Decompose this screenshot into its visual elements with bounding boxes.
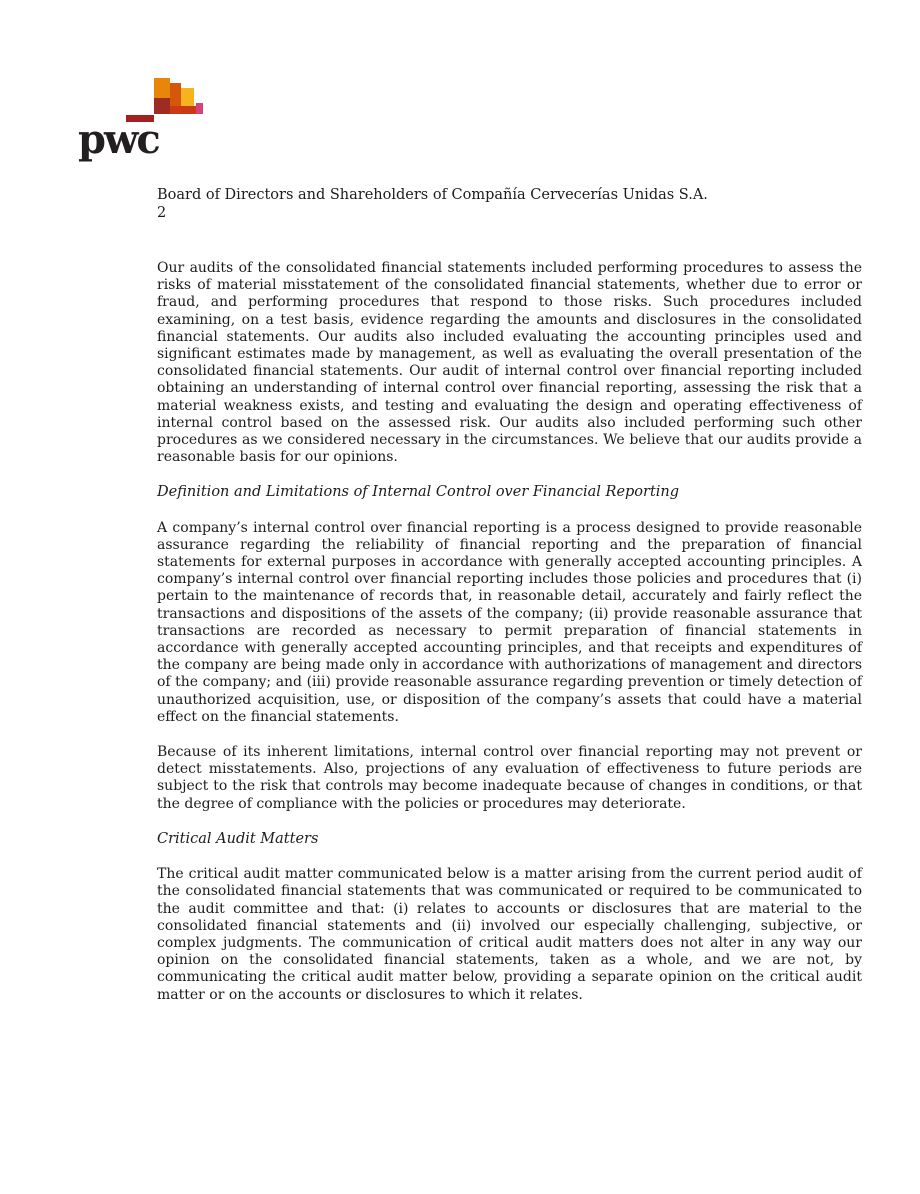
pwc-wordmark: pwc [78, 116, 159, 163]
pwc-logo [0, 0, 260, 180]
addressee-line: Board of Directors and Shareholders of Compañía Cervecerías Unidas S.A. [157, 187, 708, 203]
letter-body [157, 186, 862, 1022]
heading-definition-limitations: Definition and Limitations of Internal Control over Financial Reporting [157, 484, 680, 501]
paragraph-inherent-limitations: Because of its inherent limitations, internal control over financial reporting may not prevent or detect misstatements. Also, projections of any evaluation of effectiveness to future periods are subject to the risk that controls may become inadequate because of changes in conditions, or that the degree of compliance with the policies or procedures may deteriorate. [157, 744, 862, 812]
paragraph-critical-audit-matter: The critical audit matter communicated below is a matter arising from the current period audit of the consolidated financial statements that was communicated or required to be communicated to the audit committee and that: (i) relates to accounts or disclosures that are material to the consolidated financial statements and (ii) involved our especially challenging, subjective, or complex judgments. The communication of critical audit matters does not alter in any way our opinion on the consolidated financial statements, taken as a whole, and we are not, by communicating the critical audit matter below, providing a separate opinion on the critical audit matter or on the accounts or disclosures to which it relates. [157, 866, 862, 1003]
paragraph-definition-internal-control: A company’s internal control over financial reporting is a process designed to provide reasonable assurance regarding the reliability of financial reporting and the preparation of financial statements for external purposes in accordance with generally accepted accounting principles. A company’s internal control over financial reporting includes those policies and procedures that (i) pertain to the maintenance of records that, in reasonable detail, accurately and fairly reflect the transactions and dispositions of the assets of the company; (ii) provide reasonable assurance that transactions are recorded as necessary to permit preparation of financial statements in accordance with generally accepted accounting principles, and that receipts and expenditures of the company are being made only in accordance with authorizations of management and directors of the company; and (iii) provide reasonable assurance regarding prevention or timely detection of unauthorized acquisition, use, or disposition of the company’s assets that could have a material effect on the financial statements. [157, 519, 862, 725]
page-number: 2 [157, 205, 167, 221]
logo-block-maroon-square [154, 98, 170, 114]
logo-block-red-strip [170, 106, 196, 114]
logo-block-rose [196, 103, 203, 114]
logo-block-tangerine [154, 78, 170, 99]
heading-critical-audit-matters: Critical Audit Matters [157, 830, 319, 847]
paragraph-audit-procedures: Our audits of the consolidated financial statements included performing procedures to assess the risks of material misstatement of the consolidated financial statements, whether due to error or fraud, and performing procedures that respond to those risks. Such procedures included examining, on a test basis, evidence regarding the amounts and disclosures in the consolidated financial statements. Our audits also included evaluating the accounting principles used and significant estimates made by management, as well as evaluating the overall presentation of the consolidated financial statements. Our audit of internal control over financial reporting included obtaining an understanding of internal control over financial reporting, assessing the risk that a material weakness exists, and testing and evaluating the design and operating effectiveness of internal control based on the assessed risk. Our audits also included performing such other procedures as we considered necessary in the circumstances. We believe that our audits provide a reasonable basis for our opinions. [157, 260, 862, 466]
